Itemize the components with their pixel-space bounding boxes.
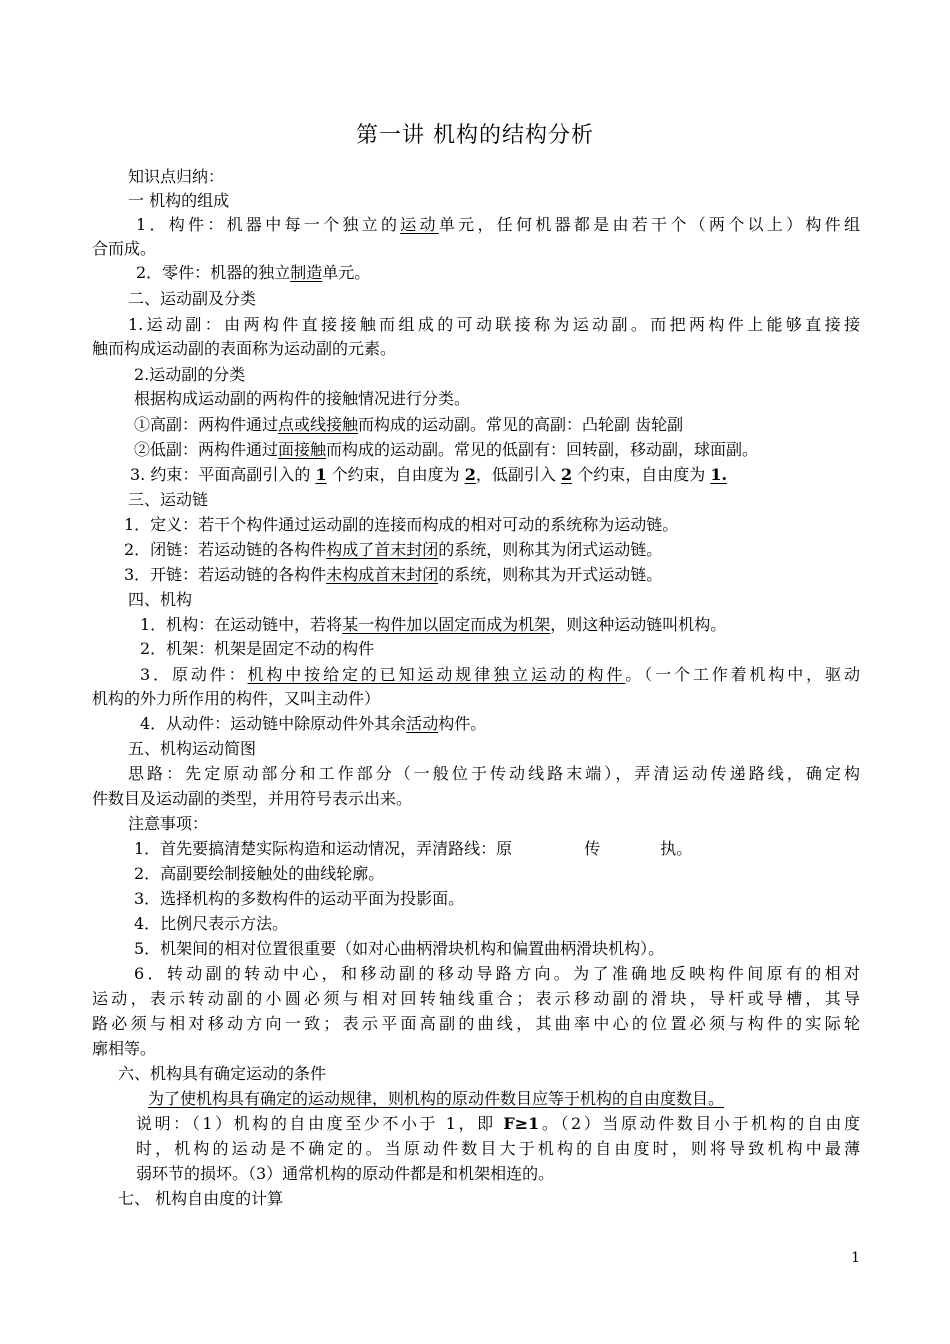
s2-lower-pair xyxy=(134,439,758,461)
s4-item-4-b: 构件。 xyxy=(438,714,487,733)
summary-heading: 知识点归纳： xyxy=(128,167,225,186)
s2-constraint-b: 个约束，自由度为 xyxy=(326,465,465,484)
section-7-heading: 七、 机构自由度的计算 xyxy=(118,1189,284,1208)
s2-constraint-n3: 2 xyxy=(561,465,573,484)
s4-item-2: 2．机架：机架是固定不动的构件 xyxy=(140,639,375,658)
s1-item-1-line-2: 合而成。 xyxy=(92,239,157,258)
s3-item-1-lead: 1．定义： xyxy=(124,515,199,534)
s5-note-6-line-1 xyxy=(92,963,860,985)
s5-note-2 xyxy=(134,863,384,885)
section-5-heading: 五、机构运动简图 xyxy=(128,739,257,758)
s2-para-1-line-1 xyxy=(92,314,860,336)
s2-para-1-text-a: 由两构件直接接触而组成的可动联接称为运动副。而把两构件上能够直接接 xyxy=(224,315,860,334)
s1-item-2-text-a: 机器的独立 xyxy=(210,263,291,282)
s5-note-2-lead: 2． xyxy=(134,864,161,883)
s2-constraint xyxy=(130,464,727,486)
s4-item-1-a: 1．机构：在运动链中，若将 xyxy=(140,615,343,634)
s5-note-3: 3．选择机构的多数构件的运动平面为投影面。 xyxy=(134,889,465,908)
s5-para-1-a: 思路：先定原动部分和工作部分（一般位于传动线路末端），弄清运动传递路线，确定构 xyxy=(128,764,860,783)
s1-item-1-text-a: 机器中每一个独立的 xyxy=(226,215,401,234)
s3-item-3 xyxy=(124,564,662,586)
s3-item-3-b: 的系统，则称其为开式运动链。 xyxy=(438,565,663,584)
s4-item-4 xyxy=(140,713,486,735)
s2-lower-pair-b: 而构成的运动副。常见的低副有：回转副，移动副，球面副。 xyxy=(326,440,759,459)
s5-note-1-a: 1．首先要搞清楚实际构造和运动情况，弄清路线：原 xyxy=(134,839,513,858)
s4-item-4-a: 4．从动件：运动链中除原动件外其余 xyxy=(140,714,407,733)
s4-item-3-lead: 3．原动件： xyxy=(140,665,248,684)
s5-note-6-b1: 运动， xyxy=(92,989,150,1008)
s3-item-2-b: 的系统，则称其为闭式运动链。 xyxy=(438,540,663,559)
s2-higher-pair xyxy=(134,414,683,436)
s2-constraint-n2: 2 xyxy=(464,465,476,484)
s1-item-2-text-b: 单元。 xyxy=(322,263,371,282)
s2-para-3: 根据构成运动副的两构件的接触情况进行分类。 xyxy=(134,389,471,408)
s3-item-3-a: 3．开链：若运动链的各构件 xyxy=(124,565,327,584)
s1-item-2-underline: 制造 xyxy=(290,263,323,282)
s2-constraint-a: 3. 约束：平面高副引入的 xyxy=(130,465,316,484)
s4-item-3-line-1 xyxy=(92,664,860,686)
s5-note-6-a: 6．转动副的转动中心，和移动副的移动导路方向。为了准确地反映构件间原有的相对 xyxy=(134,964,860,983)
s4-item-3-line-2: 机构的外力所作用的构件，又叫主动件） xyxy=(92,689,381,708)
s5-note-4: 4．比例尺表示方法。 xyxy=(134,914,289,933)
s6-para-2-line-2: 时，机构的运动是不确定的。当原动件数目大于机构的自由度时，则将导致机构中最薄 xyxy=(136,1139,860,1158)
s5-para-1-line-1 xyxy=(92,763,860,785)
s2-constraint-c: ，低副引入 xyxy=(475,465,562,484)
s2-constraint-d: 个约束，自由度为 xyxy=(572,465,711,484)
s2-constraint-n4: 1. xyxy=(710,465,728,484)
s2-lower-pair-a: ②低副：两构件通过 xyxy=(134,440,279,459)
s2-constraint-n1: 1 xyxy=(315,465,327,484)
s5-note-6-line-4: 廓相等。 xyxy=(92,1039,157,1058)
s1-item-2 xyxy=(136,262,370,284)
s5-note-6-line-2 xyxy=(92,988,860,1010)
s2-higher-pair-underline: 点或线接触 xyxy=(278,415,359,434)
s4-item-3-b: 。（一个工作着机构中，驱动 xyxy=(625,665,860,684)
s5-para-1-line-2: 件数目及运动副的类型，并用符号表示出来。 xyxy=(92,789,413,808)
s6-para-2-b: 。（2）当原动件数目小于机构的自由度 xyxy=(539,1114,860,1133)
s2-higher-pair-a: ①高副：两构件通过 xyxy=(134,415,279,434)
s6-para-2-a: 说明：（1）机构的自由度至少不小于 1，即 xyxy=(136,1114,504,1133)
s1-item-1-underline: 运动 xyxy=(400,215,439,234)
s1-item-1-line-1 xyxy=(92,214,860,236)
s6-para-2-line-1 xyxy=(136,1113,860,1135)
s6-para-2-formula: F≥1 xyxy=(503,1114,540,1133)
s3-item-3-underline: 未构成首末封闭 xyxy=(326,565,439,584)
s4-item-4-underline: 活动 xyxy=(406,714,439,733)
section-6-heading: 六、机构具有确定运动的条件 xyxy=(118,1064,327,1083)
s3-item-2-underline: 构成了首末封闭 xyxy=(326,540,439,559)
s1-item-1-text-c: 任何机器都是由若干个（两个以上）构件组 xyxy=(496,215,860,234)
s5-note-5: 5．机架间的相对位置很重要（如对心曲柄滑块机构和偏置曲柄滑块机构）。 xyxy=(134,939,665,958)
s3-item-2 xyxy=(124,539,662,561)
s4-item-1 xyxy=(140,614,726,636)
section-3-heading: 三、运动链 xyxy=(128,490,209,509)
s6-para-2-line-3: 弱环节的损坏。（3）通常机构的原动件都是和机架相连的。 xyxy=(136,1164,555,1183)
s2-para-1-line-2: 触而构成运动副的表面称为运动副的元素。 xyxy=(92,339,397,358)
s3-item-2-a: 2．闭链：若运动链的各构件 xyxy=(124,540,327,559)
s2-para-1-lead: 1.运动副： xyxy=(128,315,225,334)
section-4-heading: 四、机构 xyxy=(128,590,193,609)
s5-note-1-c: 执。 xyxy=(660,839,693,858)
s4-item-3-underline: 机构中按给定的已知运动规律独立运动的构件 xyxy=(247,665,626,684)
page-number: 1 xyxy=(851,1250,860,1266)
s2-para-2: 2.运动副的分类 xyxy=(134,365,246,384)
s1-item-1-lead: 1．构件： xyxy=(136,215,227,234)
s4-item-1-underline: 某一构件加以固定而成为机架 xyxy=(342,615,551,634)
section-2-heading: 二、运动副及分类 xyxy=(128,289,257,308)
s5-note-1-b: 传 xyxy=(584,839,601,858)
s4-item-1-b: ，则这种运动链叫机构。 xyxy=(550,615,727,634)
s6-para-1: 为了使机构具有确定的运动规律，则机构的原动件数目应等于机构的自由度数目。 xyxy=(148,1089,725,1108)
s2-higher-pair-b: 而构成的运动副。常见的高副：凸轮副 齿轮副 xyxy=(358,415,684,434)
s3-item-1-text: 若干个构件通过运动副的连接而构成的相对可动的系统称为运动链。 xyxy=(198,515,679,534)
s5-note-2-text: 高副要绘制接触处的曲线轮廓。 xyxy=(160,864,385,883)
s5-note-6-line-3: 路必须与相对移动方向一致；表示平面高副的曲线，其曲率中心的位置必须与构件的实际轮 xyxy=(92,1014,860,1033)
s5-note-1 xyxy=(134,838,692,860)
page-title: 第一讲 机构的结构分析 xyxy=(356,123,594,148)
section-1-heading: 一 机构的组成 xyxy=(128,191,230,210)
notes-heading: 注意事项： xyxy=(128,814,209,833)
s1-item-2-lead: 2．零件： xyxy=(136,263,211,282)
s1-item-1-text-b: 单元， xyxy=(438,215,497,234)
s3-item-1 xyxy=(124,514,678,536)
s2-lower-pair-underline: 面接触 xyxy=(278,440,327,459)
s5-note-6-b2: 表示转动副的小圆必须与相对回转轴线重合；表示移动副的滑块，导杆或导槽，其导 xyxy=(149,989,860,1008)
